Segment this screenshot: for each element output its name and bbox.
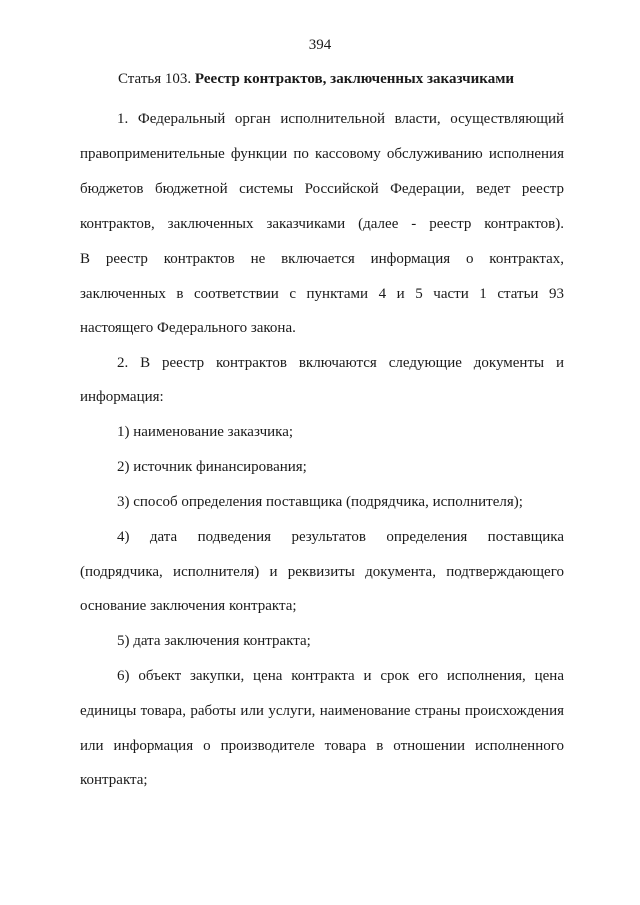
text-line: 1. Федеральный орган исполнительной власти, осуществляющий: [117, 111, 564, 127]
text-line: настоящего Федерального закона.: [80, 320, 296, 336]
text-line: контракта;: [80, 772, 148, 788]
list-item: 4) дата подведения результатов определения поставщика: [117, 529, 564, 545]
text-line: правоприменительные функции по кассовому обслуживанию исполнения: [80, 146, 564, 162]
list-item: 6) объект закупки, цена контракта и срок его исполнения, цена: [117, 668, 564, 684]
text-line: основание заключения контракта;: [80, 598, 297, 614]
text-line: (подрядчика, исполнителя) и реквизиты документа, подтверждающего: [80, 564, 564, 580]
text-line: контрактов, заключенных заказчиками (далее - реестр контрактов).: [80, 216, 564, 232]
article-heading: [118, 71, 514, 88]
list-item: 5) дата заключения контракта;: [117, 633, 311, 649]
text-line: В реестр контрактов не включается информация о контрактах,: [80, 251, 564, 267]
text-line: бюджетов бюджетной системы Российской Федерации, ведет реестр: [80, 181, 564, 197]
text-line: единицы товара, работы или услуги, наименование страны происхождения: [80, 703, 564, 719]
text-line: заключенных в соответствии с пунктами 4 и 5 части 1 статьи 93: [80, 286, 564, 302]
page-number: 394: [308, 37, 332, 53]
list-item: 2) источник финансирования;: [117, 459, 307, 475]
text-line: 2. В реестр контрактов включаются следующие документы и: [117, 355, 564, 371]
article-title: Реестр контрактов, заключенных заказчиками: [194, 71, 515, 87]
list-item: 3) способ определения поставщика (подрядчика, исполнителя);: [117, 494, 523, 510]
article-number: Статья 103.: [118, 71, 192, 87]
text-line: информация:: [80, 389, 164, 405]
list-item: 1) наименование заказчика;: [117, 424, 294, 440]
text-line: или информация о производителе товара в отношении исполненного: [80, 738, 564, 754]
